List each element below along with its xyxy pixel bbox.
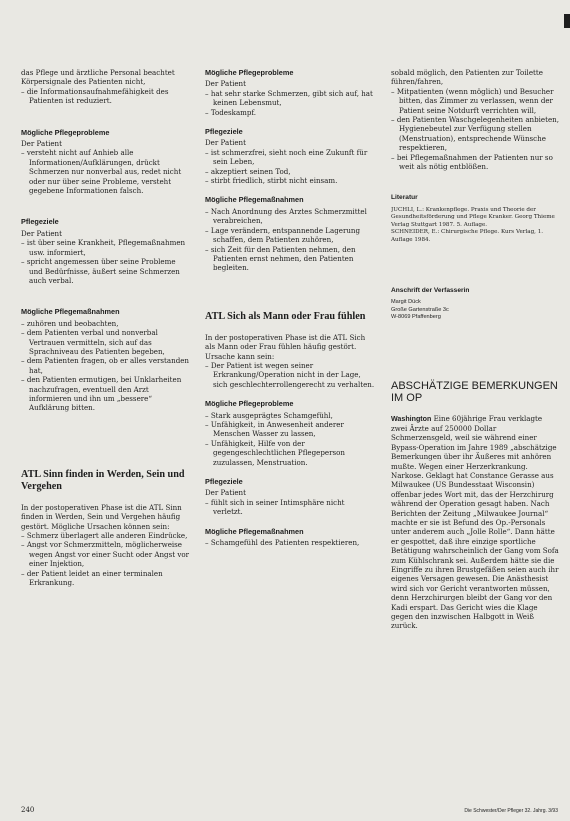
col2-s7-list	[205, 538, 375, 547]
list-item: – Schamgefühl des Patienten respektieren,	[205, 538, 375, 547]
col2-s2-heading: Pflegeziele	[205, 127, 243, 137]
col1-s1-heading: Mögliche Pflegeprobleme	[21, 127, 110, 137]
col3-intro-list	[391, 87, 559, 172]
col2-s5-list	[205, 411, 375, 467]
col2-s3-list	[205, 207, 375, 273]
author-heading: Anschrift der Verfasserin	[391, 286, 470, 294]
list-item: – hat sehr starke Schmerzen, gibt sich auf, hat keinen Lebensmut,	[205, 89, 375, 108]
list-item: – zuhören und beobachten,	[21, 319, 191, 328]
col2-s4-list	[205, 361, 375, 389]
list-item: – dem Patienten fragen, ob er alles verstanden hat,	[21, 356, 191, 375]
col2-s1-heading: Mögliche Pflegeprobleme	[205, 68, 294, 77]
column-2	[205, 68, 375, 798]
literature-heading: Literatur	[391, 194, 418, 202]
col3-intro: sobald möglich, den Patienten zur Toilette führen/fahren,	[391, 68, 543, 87]
list-item: – den Patienten Waschgelegenheiten anbieten, Hygienebeutel zur Verfügung stellen (Menstruation), entsprechende Wünsche respektieren,	[391, 115, 559, 153]
col2-big-heading: ATL Sich als Mann oder Frau fühlen	[205, 310, 366, 322]
col2-s7-heading: Mögliche Pflegemaßnahmen	[205, 526, 304, 536]
list-item: – Todeskampf.	[205, 108, 375, 117]
col1-s1-list	[21, 148, 191, 195]
list-item: – Stark ausgeprägtes Schamgefühl,	[205, 411, 375, 420]
list-item: – Schmerz überlagert alle anderen Eindrücke,	[21, 531, 191, 540]
col2-s1-list	[205, 89, 375, 117]
list-item: – bei Pflegemaßnahmen der Patienten nur so weit als nötig entblößen.	[391, 153, 559, 172]
list-item: – der Patient leidet an einer terminalen Erkrankung.	[21, 569, 191, 588]
list-item: – Angst vor Schmerzmitteln, möglicherweise wegen Angst vor einer Sucht oder Angst vor einer Injektion,	[21, 540, 191, 568]
col2-s6-list	[205, 498, 375, 517]
author-line: Margit Dück	[391, 299, 421, 306]
col1-intro-list	[21, 87, 191, 106]
news-body: Eine 60jährige Frau verklagte zwei Ärzte auf 250000 Dollar Schmerzensgeld, weil sie während einer Bypass-Operation im Jahre 1989 „abschätzige Bemerkungen über ihr Äußeres mit anhören mußte. Wegen einer Herzerkrankung. Narkose. Geklagt hat Constance Gerasse aus Milwaukee (US Bundesstaat Wisconsin) offenbar jedes Wort mit, das der Herzchirurg während der Operation gesagt haben. Nach Berichten der Zeitung „Milwaukee Journal“ machte er sie ist Befund des Op.-Personals unter anderem auch „Jolle Rolle“. Dann hätte er gespottet, daß ihre einzige sportliche Betätigung wahrscheinlich der Gang vom Sofa zum Kühlschrank sei. Außerdem hätte sie die Eingriffe zu ihren Brustgefäßen seien auch ihr eigenes Versagen gewesen. Die Anästhesist wird sich vor Gericht verantworten müssen, denn Herzchirurgen bleibt der Gang vor den Kadi erspart. Das Gericht wies die Klage gegen den inzwischen Halbgott in Weiß zurück.	[391, 413, 559, 631]
list-item: – versteht nicht auf Anhieb alle Informationen/Aufklärungen, drückt Schmerzen nur nonverbal aus, redet nicht oder nur über seine Probleme, versteht gegebene Informationen falsch.	[21, 148, 191, 195]
news-title: ABSCHÄTZIGE BEMERKUNGEN IM OP	[391, 379, 558, 404]
list-item: – ist über seine Krankheit, Pflegemaßnahmen usw. informiert,	[21, 238, 191, 257]
col2-s5-heading: Mögliche Pflegeprobleme	[205, 399, 294, 409]
column-3	[391, 68, 559, 808]
col2-s3-heading: Mögliche Pflegemaßnahmen	[205, 195, 304, 205]
col1-s2-lead: Der Patient	[21, 228, 62, 238]
col2-s4-text: In der postoperativen Phase ist die ATL Sich als Mann oder Frau fühlen häufig gestört. Ursache kann sein:	[205, 332, 366, 361]
list-item: – Lage verändern, entspannende Lagerung schaffen, dem Patienten zuhören,	[205, 226, 375, 245]
list-item: – stirbt friedlich, stirbt nicht einsam.	[205, 176, 375, 185]
list-item: – Der Patient ist wegen seiner Erkrankung/Operation nicht in der Lage, sich geschlechterrollengerecht zu verhalten.	[205, 361, 375, 389]
col1-s3-list	[21, 319, 191, 413]
col1-big-heading: ATL Sinn finden in Werden, Sein und Vergehen	[21, 468, 185, 492]
col1-s2-list	[21, 238, 191, 285]
list-item: – Unfähigkeit, Hilfe von der gegengeschlechtlichen Pflegeperson zuzulassen, Menstruation.	[205, 439, 375, 467]
author-line: W-8069 Pfaffenberg	[391, 314, 441, 321]
list-item: – akzeptiert seinen Tod,	[205, 167, 375, 176]
list-item: – fühlt sich in seiner Intimsphäre nicht verletzt.	[205, 498, 375, 517]
page-number: 240	[21, 806, 35, 814]
list-item: – Mitpatienten (wenn möglich) und Besucher bitten, das Zimmer zu verlassen, wenn der Patient seine Notdurft verrichten will,	[391, 87, 559, 115]
column-1	[21, 68, 191, 768]
news-dateline: Washington	[391, 414, 432, 423]
col2-s6-heading: Pflegeziele	[205, 477, 243, 486]
col1-s4-text: In der postoperativen Phase ist die ATL Sinn finden in Werden, Sein und Vergehen häufig gestört. Mögliche Ursachen können sein:	[21, 502, 182, 531]
list-item: – die Informationsaufnahmefähigkeit des Patienten ist reduziert.	[21, 87, 191, 106]
col2-s1-lead: Der Patient	[205, 79, 246, 89]
col2-s2-lead: Der Patient	[205, 138, 246, 148]
col1-s3-heading: Mögliche Pflegemaßnahmen	[21, 307, 120, 317]
col1-s4-list	[21, 531, 191, 587]
literature-item: JUCHLI, L.: Krankenpflege. Praxis und Theorie der Gesundheitsförderung und Pflege Kranker. Georg Thieme Verlag Stuttgart 1987. 5. Auflage.	[391, 206, 555, 228]
col1-s1-lead: Der Patient	[21, 139, 62, 149]
list-item: – Nach Anordnung des Arztes Schmerzmittel verabreichen,	[205, 207, 375, 226]
page-edge-mark	[564, 14, 570, 28]
literature-item: SCHNEIDER, E.: Chirurgische Pflege. Kurs Verlag, 1. Auflage 1984.	[391, 229, 544, 243]
list-item: – ist schmerzfrei, sieht noch eine Zukunft für sein Leben,	[205, 148, 375, 167]
col2-s6-lead: Der Patient	[205, 488, 246, 498]
list-item: – den Patienten ermutigen, bei Unklarheiten nachzufragen, eventuell den Arzt informieren und ihn um „bessere“ Aufklärung bitten.	[21, 375, 191, 413]
list-item: – dem Patienten verbal und nonverbal Vertrauen vermitteln, sich auf das Sprachniveau des Patienten begeben,	[21, 328, 191, 356]
list-item: – spricht angemessen über seine Probleme und Bedürfnisse, äußert seine Schmerzen auch verbal.	[21, 257, 191, 285]
col2-s2-list	[205, 148, 375, 186]
col1-s2-heading: Pflegeziele	[21, 217, 59, 227]
list-item: – sich Zeit für den Patienten nehmen, den Patienten ernst nehmen, den Patienten begleiten.	[205, 245, 375, 273]
list-item: – Unfähigkeit, in Anwesenheit anderer Menschen Wasser zu lassen,	[205, 420, 375, 439]
col1-intro: das Pflege und ärztliche Personal beachtet Körpersignale des Patienten nicht,	[21, 68, 175, 87]
page-footer: Die Schwester/Der Pfleger 32. Jahrg. 3/93	[464, 808, 558, 814]
author-line: Große Gartenstraße 3c	[391, 306, 449, 313]
